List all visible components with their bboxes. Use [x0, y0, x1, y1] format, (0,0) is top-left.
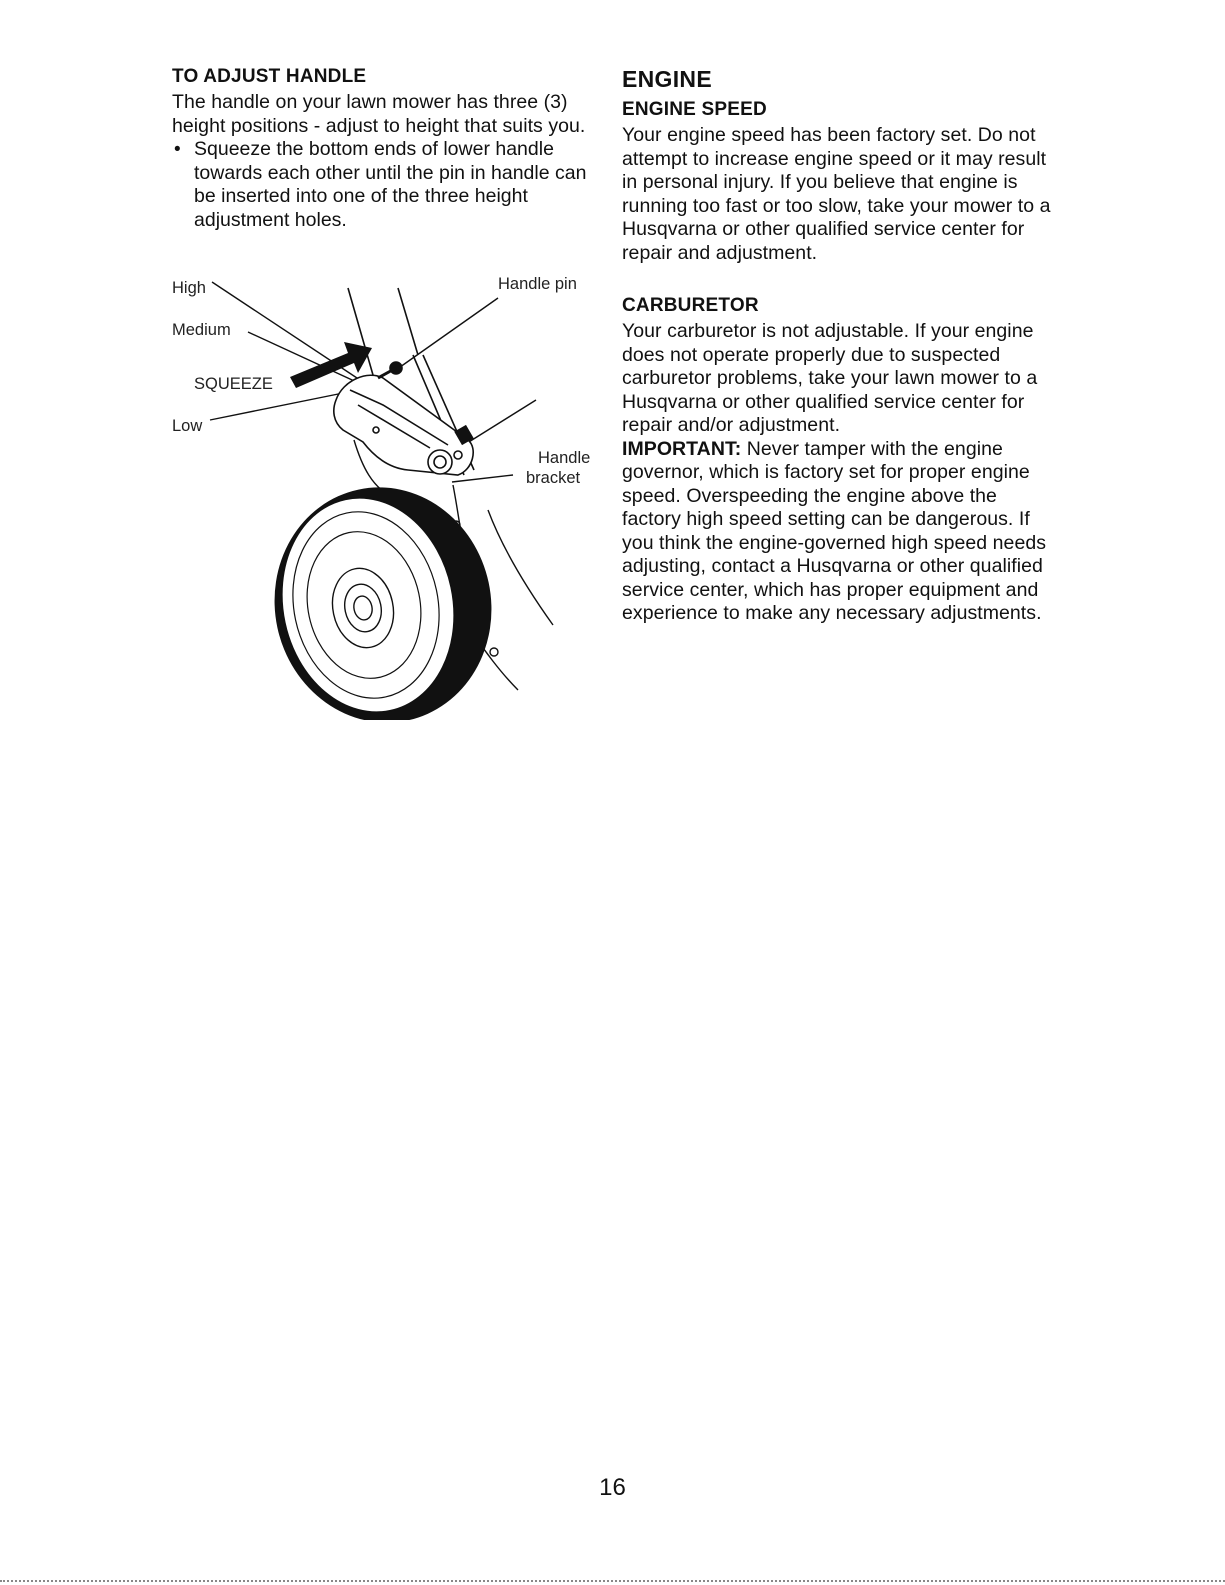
handle-bracket	[334, 362, 473, 475]
section-spacer	[622, 265, 1052, 295]
page-number: 16	[599, 1474, 626, 1501]
step-text: Squeeze the bottom ends of lower handle towards each other until the pin in handle can be inserted into one of the three height adjustment holes.	[194, 138, 587, 231]
important-note	[622, 438, 1052, 626]
important-text: Never tamper with the engine governor, which is factory set for proper engine speed. Overspeeding the engine above the factory high speed setting can be dangerous. If you think the engine-governed high speed needs adjusting, contact a Husqvarna or other qualified service center, which has proper equipment and experience to make any necessary adjustments.	[622, 437, 1047, 624]
right-column	[622, 66, 1052, 626]
left-column	[172, 66, 602, 232]
engine-speed-heading: ENGINE SPEED	[622, 99, 767, 120]
engine-speed-text: Your engine speed has been factory set. Do not attempt to increase engine speed or it may result in personal injury. If you believe that engine is running too fast or too slow, take your mower to a Husqvarna or other qualified service center for repair and adjustment.	[622, 124, 1051, 264]
carburetor-text: Your carburetor is not adjustable. If your engine does not operate properly due to suspected carburetor problems, take your lawn mower to a Husqvarna or other qualified service center for repair and/or adjustment.	[622, 320, 1038, 436]
page-bottom-rule	[0, 1580, 1225, 1582]
engine-heading: ENGINE	[622, 66, 712, 92]
label-handle-bracket-line1: Handle	[538, 449, 591, 467]
label-handle-bracket-line2: bracket	[526, 469, 581, 487]
wheel	[253, 467, 513, 720]
handle-adjustment-figure	[168, 270, 600, 720]
carburetor-heading: CARBURETOR	[622, 295, 759, 316]
label-squeeze: SQUEEZE	[194, 375, 273, 393]
mower-wheel-handle-illustration	[168, 270, 600, 720]
label-low: Low	[172, 417, 203, 435]
adjust-handle-heading: TO ADJUST HANDLE	[172, 66, 367, 87]
adjust-handle-intro: The handle on your lawn mower has three (3) height positions - adjust to height that suits you.	[172, 91, 586, 137]
label-medium: Medium	[172, 321, 231, 339]
list-item	[172, 138, 602, 232]
label-high: High	[172, 279, 206, 297]
bullet-glyph: •	[174, 139, 181, 160]
label-handle-pin: Handle pin	[498, 275, 577, 293]
adjust-handle-steps	[172, 138, 602, 232]
important-label: IMPORTANT:	[622, 437, 742, 460]
